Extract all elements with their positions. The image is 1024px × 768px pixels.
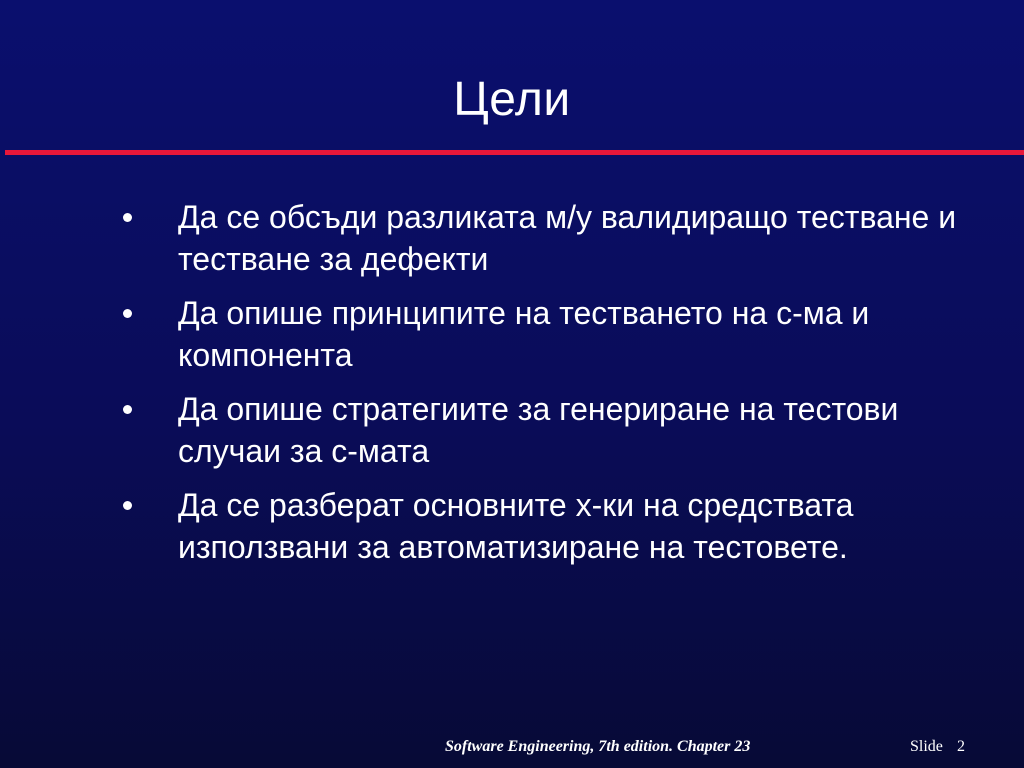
bullet-item	[120, 484, 1000, 568]
bullet-item	[120, 196, 1000, 280]
title-divider	[5, 150, 1024, 155]
footer-citation: Software Engineering, 7th edition. Chapter 23	[445, 738, 751, 755]
bullet-list	[120, 196, 1000, 580]
bullet-text: Да се обсъди разликата м/у валидиращо тестване и тестване за дефекти	[178, 199, 957, 277]
bullet-item	[120, 388, 1000, 472]
bullet-text: Да се разберат основните х-ки на средствата използвани за автоматизиране на тестовете.	[178, 487, 854, 565]
bullet-text: Да опише стратегиите за генериране на тестови случаи за с-мата	[178, 391, 899, 469]
bullet-text: Да опише принципите на тестването на с-ма и компонента	[178, 295, 870, 373]
slide-number: 2	[957, 738, 965, 755]
bullet-dot-icon	[123, 213, 132, 222]
bullet-dot-icon	[123, 405, 132, 414]
bullet-item	[120, 292, 1000, 376]
slide-number-label: Slide	[910, 738, 943, 755]
bullet-dot-icon	[123, 501, 132, 510]
slide-title: Цели	[453, 73, 571, 126]
bullet-dot-icon	[123, 309, 132, 318]
